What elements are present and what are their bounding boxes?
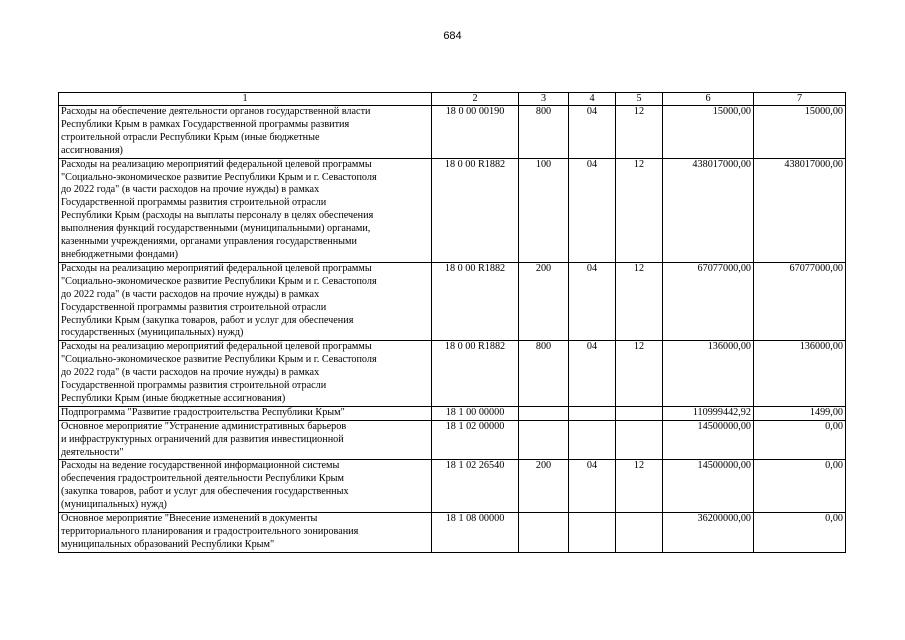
description-line: Основное мероприятие "Внесение изменений в документы [61, 513, 318, 525]
description-line: (закупка товаров, работ и услуг для обеспечения государственных [61, 486, 349, 498]
amount-year-2: 0,00 [754, 460, 846, 513]
description-line: Государственной программы развития строительной отрасли [61, 380, 327, 392]
description-line: Государственной программы развития строительной отрасли [61, 301, 327, 313]
expense-type-code: 200 [519, 460, 569, 513]
target-article-code: 18 0 00 R1882 [432, 341, 519, 407]
amount-year-1: 67077000,00 [663, 262, 754, 340]
amount-year-1: 136000,00 [663, 341, 754, 407]
target-article-code: 18 1 08 00000 [432, 513, 519, 553]
table-row [59, 513, 846, 553]
table-header-row [59, 93, 846, 106]
page-number: 684 [443, 30, 462, 42]
expense-type-code [519, 420, 569, 460]
expense-type-code: 100 [519, 158, 569, 262]
description-line: выполнения функций государственными (муниципальными) органами, [61, 223, 371, 235]
amount-year-2: 0,00 [754, 513, 846, 553]
description-line: до 2022 года" (в части расходов на прочие нужды) в рамках [61, 184, 320, 196]
header-col-1: 1 [59, 93, 432, 106]
subsection-code [616, 420, 663, 460]
amount-year-1: 14500000,00 [663, 420, 754, 460]
expense-description [59, 460, 432, 513]
amount-year-1: 110999442,92 [663, 406, 754, 420]
description-line: внебюджетными фондами) [61, 248, 179, 260]
subsection-code [616, 406, 663, 420]
section-code: 04 [569, 341, 616, 407]
description-line: территориального планирования и градостроительного зонирования [61, 526, 359, 537]
target-article-code: 18 1 00 00000 [432, 406, 519, 420]
description-line: Подпрограмма "Развитие градостроительства Республики Крым" [61, 406, 345, 418]
header-col-5: 5 [616, 93, 663, 106]
description-line: Республики Крым (расходы на выплаты персоналу в целях обеспечения [61, 210, 374, 222]
target-article-code: 18 0 00 00190 [432, 106, 519, 159]
description-line: строительной отрасли Республики Крым (иные бюджетные [61, 131, 320, 143]
description-line: обеспечения градостроительной деятельности Республики Крым [61, 473, 344, 485]
description-line: "Социально-экономическое развитие Республики Крым и г. Севастополя [61, 171, 377, 183]
amount-year-1: 36200000,00 [663, 513, 754, 553]
amount-year-2: 67077000,00 [754, 262, 846, 340]
header-col-4: 4 [569, 93, 616, 106]
description-line: (муниципальных) нужд) [61, 499, 167, 511]
budget-table [58, 92, 846, 553]
table-row [59, 106, 846, 159]
amount-year-1: 15000,00 [663, 106, 754, 159]
description-line: Расходы на реализацию мероприятий федеральной целевой программы [61, 341, 372, 353]
amount-year-2: 438017000,00 [754, 158, 846, 262]
budget-table-body [59, 93, 846, 553]
description-line: Расходы на обеспечение деятельности органов государственной власти [61, 106, 371, 117]
description-line: Расходы на реализацию мероприятий федеральной целевой программы [61, 262, 372, 274]
amount-year-1: 14500000,00 [663, 460, 754, 513]
description-line: казенными учреждениями, органами управления государственными [61, 236, 357, 248]
expense-description [59, 420, 432, 460]
amount-year-1: 438017000,00 [663, 158, 754, 262]
table-row [59, 341, 846, 407]
table-row [59, 262, 846, 340]
table-row [59, 460, 846, 513]
description-line: деятельности" [61, 446, 124, 458]
description-line: Республики Крым (иные бюджетные ассигнования) [61, 392, 286, 404]
subsection-code: 12 [616, 262, 663, 340]
section-code [569, 420, 616, 460]
target-article-code: 18 1 02 26540 [432, 460, 519, 513]
header-col-3: 3 [519, 93, 569, 106]
section-code [569, 406, 616, 420]
amount-year-2: 15000,00 [754, 106, 846, 159]
expense-type-code [519, 406, 569, 420]
subsection-code: 12 [616, 341, 663, 407]
expense-type-code: 200 [519, 262, 569, 340]
subsection-code: 12 [616, 106, 663, 159]
target-article-code: 18 0 00 R1882 [432, 158, 519, 262]
description-line: "Социально-экономическое развитие Республики Крым и г. Севастополя [61, 275, 377, 287]
description-line: Расходы на реализацию мероприятий федеральной целевой программы [61, 158, 372, 170]
expense-description [59, 262, 432, 340]
expense-description [59, 406, 432, 420]
expense-description [59, 513, 432, 553]
expense-type-code [519, 513, 569, 553]
description-line: Республики Крым (закупка товаров, работ и услуг для обеспечения [61, 314, 354, 326]
amount-year-2: 1499,00 [754, 406, 846, 420]
header-col-6: 6 [663, 93, 754, 106]
description-line: ассигнования) [61, 144, 123, 156]
description-line: муниципальных образований Республики Крым" [61, 538, 275, 550]
description-line: государственных (муниципальных) нужд) [61, 327, 244, 339]
subsection-code: 12 [616, 460, 663, 513]
expense-description [59, 158, 432, 262]
description-line: Республики Крым в рамках Государственной программы развития [61, 118, 350, 130]
section-code: 04 [569, 460, 616, 513]
expense-type-code: 800 [519, 341, 569, 407]
subsection-code [616, 513, 663, 553]
table-row [59, 158, 846, 262]
section-code: 04 [569, 158, 616, 262]
header-col-7: 7 [754, 93, 846, 106]
description-line: "Социально-экономическое развитие Республики Крым и г. Севастополя [61, 354, 377, 366]
section-code [569, 513, 616, 553]
header-col-2: 2 [432, 93, 519, 106]
description-line: Расходы на ведение государственной информационной системы [61, 460, 340, 472]
amount-year-2: 136000,00 [754, 341, 846, 407]
description-line: до 2022 года" (в части расходов на прочие нужды) в рамках [61, 288, 320, 300]
expense-type-code: 800 [519, 106, 569, 159]
expense-description [59, 341, 432, 407]
description-line: до 2022 года" (в части расходов на прочие нужды) в рамках [61, 367, 320, 379]
description-line: Основное мероприятие "Устранение административных барьеров [61, 420, 347, 432]
expense-description [59, 106, 432, 159]
description-line: и инфраструктурных ограничений для развития инвестиционной [61, 433, 344, 445]
amount-year-2: 0,00 [754, 420, 846, 460]
target-article-code: 18 1 02 00000 [432, 420, 519, 460]
description-line: Государственной программы развития строительной отрасли [61, 197, 327, 209]
subsection-code: 12 [616, 158, 663, 262]
target-article-code: 18 0 00 R1882 [432, 262, 519, 340]
table-row [59, 406, 846, 420]
table-row [59, 420, 846, 460]
section-code: 04 [569, 106, 616, 159]
section-code: 04 [569, 262, 616, 340]
